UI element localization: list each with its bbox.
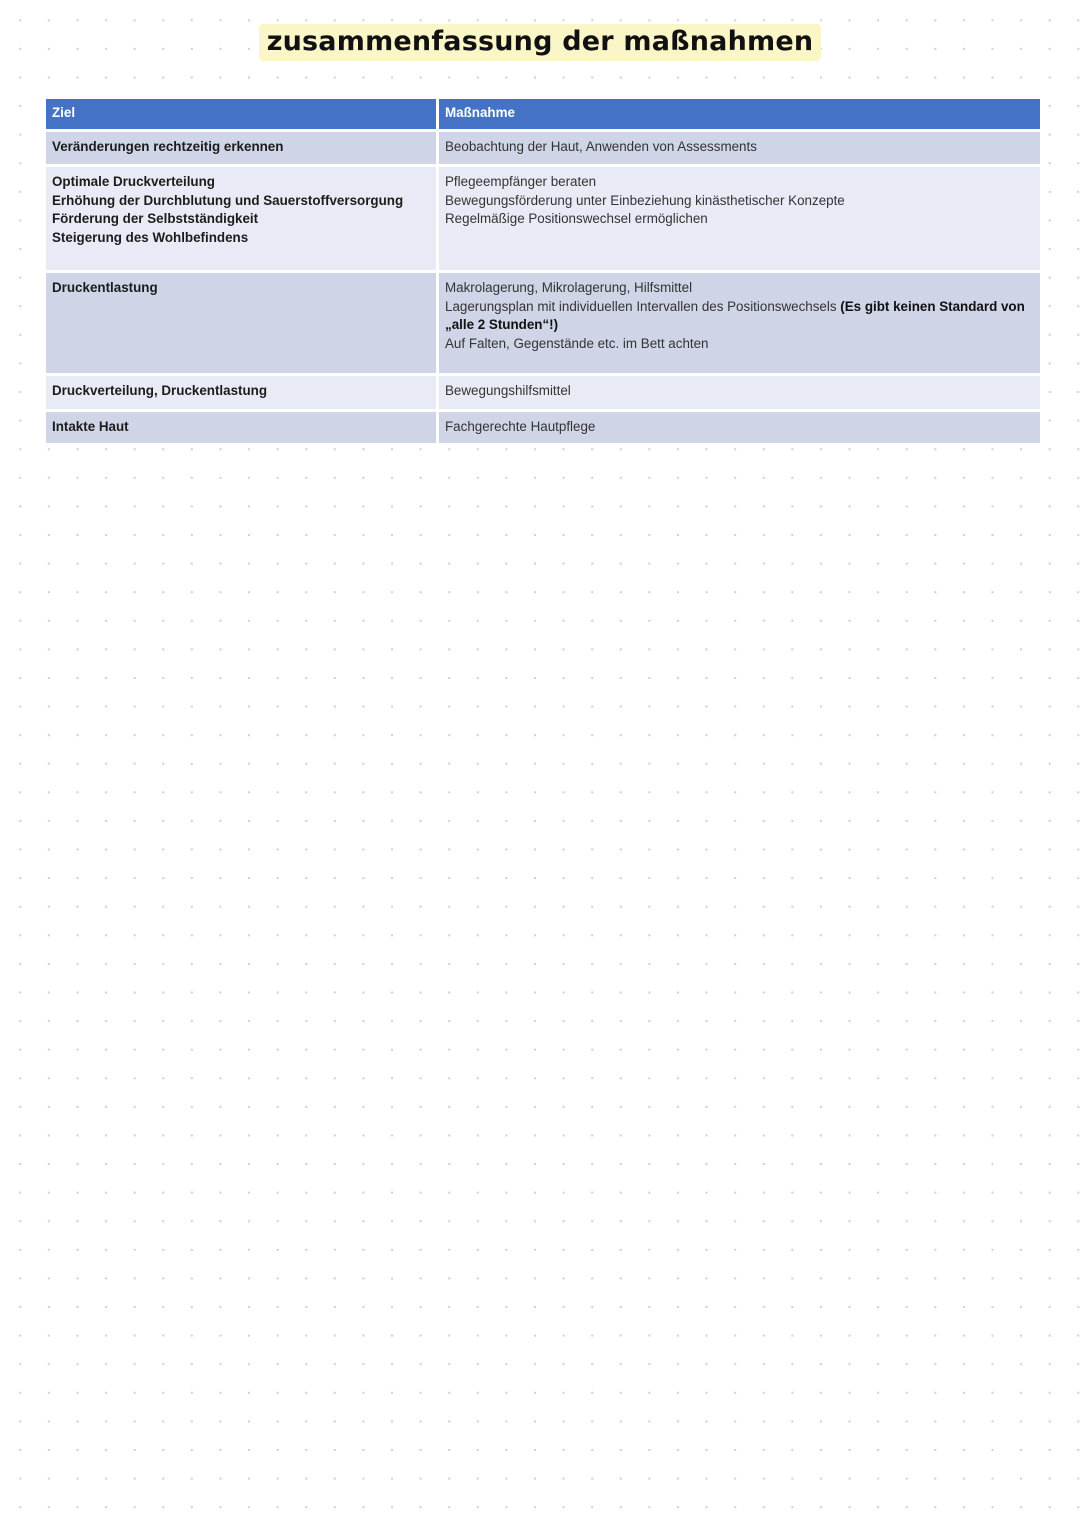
measure-text: Bewegungsförderung unter Einbeziehung kinästhetischer Konzepte (445, 192, 845, 208)
standard-interval-note: (Es gibt keinen Standard von „alle 2 Stunden“!) (445, 298, 1025, 332)
measure-text: Beobachtung der Haut, Anwenden von Assessments (445, 139, 757, 154)
table-header (46, 99, 1040, 132)
measure-cell (439, 167, 1040, 273)
measures-table (46, 99, 1040, 446)
goal-text: Förderung der Selbstständigkeit (52, 211, 259, 226)
goal-cell (46, 273, 439, 376)
measure-text: Lagerungsplan mit individuellen Intervallen des Positionswechsels (445, 298, 841, 314)
measure-text: Fachgerechte Hautpflege (445, 419, 596, 434)
table-header-row (46, 99, 1040, 132)
goal-cell (46, 132, 439, 167)
measure-text: Pflegeempfänger beraten (445, 174, 597, 189)
measure-cell (439, 273, 1040, 376)
table-body (46, 132, 1040, 446)
title-wrapper (0, 24, 1080, 61)
header-goal: Ziel (46, 99, 439, 132)
measure-cell (439, 376, 1040, 412)
measure-text-with-note (445, 298, 1034, 335)
goal-cell (46, 412, 439, 446)
table-row (46, 132, 1040, 167)
table-row (46, 273, 1040, 376)
measure-text: Regelmäßige Positionswechsel ermöglichen (445, 211, 708, 226)
goal-text: Intakte Haut (52, 419, 129, 434)
measure-cell (439, 132, 1040, 167)
table-row (46, 167, 1040, 273)
goal-cell (46, 376, 439, 412)
measure-text: Makrolagerung, Mikrolagerung, Hilfsmittel (445, 280, 693, 295)
page-title: zusammenfassung der maßnahmen (259, 24, 822, 61)
goal-text: Druckverteilung, Druckentlastung (52, 383, 268, 398)
measure-text: Bewegungshilfsmittel (445, 383, 571, 398)
goal-text: Optimale Druckverteilung (52, 174, 215, 189)
goal-text: Druckentlastung (52, 280, 158, 295)
goal-text: Erhöhung der Durchblutung und Sauerstoffversorgung (52, 192, 404, 208)
header-measure: Maßnahme (439, 99, 1040, 132)
table-row (46, 412, 1040, 446)
measure-text: Auf Falten, Gegenstände etc. im Bett achten (445, 335, 709, 351)
goal-text: Veränderungen rechtzeitig erkennen (52, 139, 284, 154)
goal-cell (46, 167, 439, 273)
goal-text: Steigerung des Wohlbefindens (52, 229, 249, 245)
measure-cell (439, 412, 1040, 446)
table-row (46, 376, 1040, 412)
